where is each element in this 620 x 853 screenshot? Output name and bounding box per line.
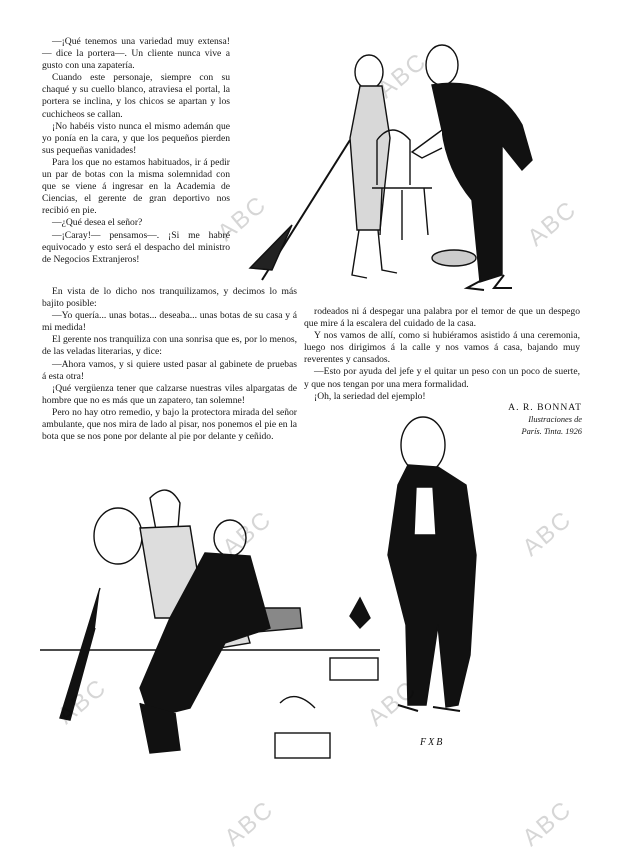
- paragraph: —Ahora vamos, y si quiere usted pasar al gabinete de pruebas á esta otra!: [42, 358, 297, 382]
- head-thin-man: [355, 55, 383, 89]
- straw-hat: [94, 508, 142, 564]
- abc-watermark: ABC: [219, 795, 280, 852]
- illustration-top: [232, 20, 592, 300]
- paragraph: —¿Qué desea el señor?: [52, 217, 143, 229]
- paragraph: Pero no hay otro remedio, y bajo la protectora mirada del señor ambulante, que nos mira de lado al pisar, nos ponemos el pie en la bota que se nos pone por delante al pie por delante y ceñido.: [42, 406, 297, 443]
- paragraph: El gerente nos tranquiliza con una sonrisa que es, por lo menos, de las veladas literarias, y dice:: [42, 334, 297, 358]
- abc-watermark: ABC: [517, 505, 578, 562]
- illustration-fitting: [40, 468, 380, 768]
- author-note: Ilustraciones de: [528, 415, 582, 424]
- paragraph: Para los que no estamos habituados, ir á pedir un par de botas con la misma solemnidad con que se viene á ingresar en la Academia de Ciencias, el gerente de gran deportivo nos recibió en pie.: [42, 156, 230, 217]
- article-column-left-bottom: [42, 286, 297, 443]
- abc-watermark: ABC: [517, 795, 578, 852]
- paragraph: ¡Qué vergüenza tener que calzarse nuestras viles alpargatas de hombre que no es más que un zapatero, tan solemne!: [42, 382, 297, 406]
- head-attendant: [214, 520, 246, 556]
- author-name: A. R. BONNAT: [508, 402, 582, 413]
- abc-watermark: ABC: [372, 47, 433, 104]
- article-column-left-top: [42, 36, 230, 266]
- abc-watermark: ABC: [217, 505, 278, 562]
- paragraph: —Esto por ayuda del jefe y el quitar un peso con un poco de suerte, y que nos tengan por una mera formalidad.: [304, 366, 580, 390]
- paragraph: rodeados ni á despegar una palabra por el temor de que un despego que mire á la escalera del cuidado de la casa.: [304, 306, 580, 330]
- shoe-box: [330, 658, 378, 680]
- paragraph: —¡Qué tenemos una variedad muy extensa!— dice la portera—. Un cliente nunca vive a gusto con una zapatería.: [42, 36, 230, 72]
- paragraph: En vista de lo dicho nos tranquilizamos, y decimos lo más bajito posible:: [42, 286, 297, 310]
- legs-thin-man: [352, 230, 397, 278]
- hand-stout-man: [412, 130, 442, 158]
- paragraph: ¡No habéis visto nunca el mismo ademán que yo ponía en la cara, y que los pequeños pierden sus pequeñas vanidades!: [42, 120, 230, 156]
- paragraph: —¡Caray!— pensamos—. ¡Si me habré equivocado y esto será el despacho del ministro de Negocios Extranjeros!: [42, 229, 230, 265]
- illustration-standing-man: [378, 405, 528, 725]
- head-stout-man: [426, 45, 458, 85]
- paragraph: Cuando este personaje, siempre con su chaqué y su cuello blanco, atraviesa el portal, la portera se inclina, y los chicos se apartan y los cuchicheos se callan.: [42, 72, 230, 120]
- coat-thin-man: [350, 86, 390, 230]
- umbrella-canopy: [250, 225, 292, 270]
- article-column-right: [304, 306, 580, 403]
- head-customer: [150, 490, 180, 530]
- artist-signature: FXB: [420, 737, 445, 748]
- abc-watermark: ABC: [362, 675, 423, 732]
- abc-watermark: ABC: [52, 673, 113, 730]
- shoe-box: [275, 733, 330, 758]
- paragraph: ¡Oh, la seriedad del ejemplo!: [314, 390, 426, 402]
- paper-scraps: [280, 697, 315, 708]
- abc-watermark: ABC: [522, 195, 583, 252]
- shoe-held: [350, 598, 370, 628]
- author-note: París. Tinta. 1926: [521, 427, 582, 436]
- shoe-on-floor: [432, 250, 476, 266]
- abc-watermark: ABC: [212, 190, 273, 247]
- shirt-front: [414, 487, 436, 535]
- paragraph: —Yo quería... unas botas... deseaba... unas botas de su casa y á mi medida!: [42, 310, 297, 334]
- umbrella-folded: [60, 588, 100, 720]
- paragraph: Y nos vamos de allí, como si hubiéramos asistido á una ceremonia, luego nos dirigimos á la calle y nos vamos á casa, bajando muy reverentes y cansados.: [304, 330, 580, 366]
